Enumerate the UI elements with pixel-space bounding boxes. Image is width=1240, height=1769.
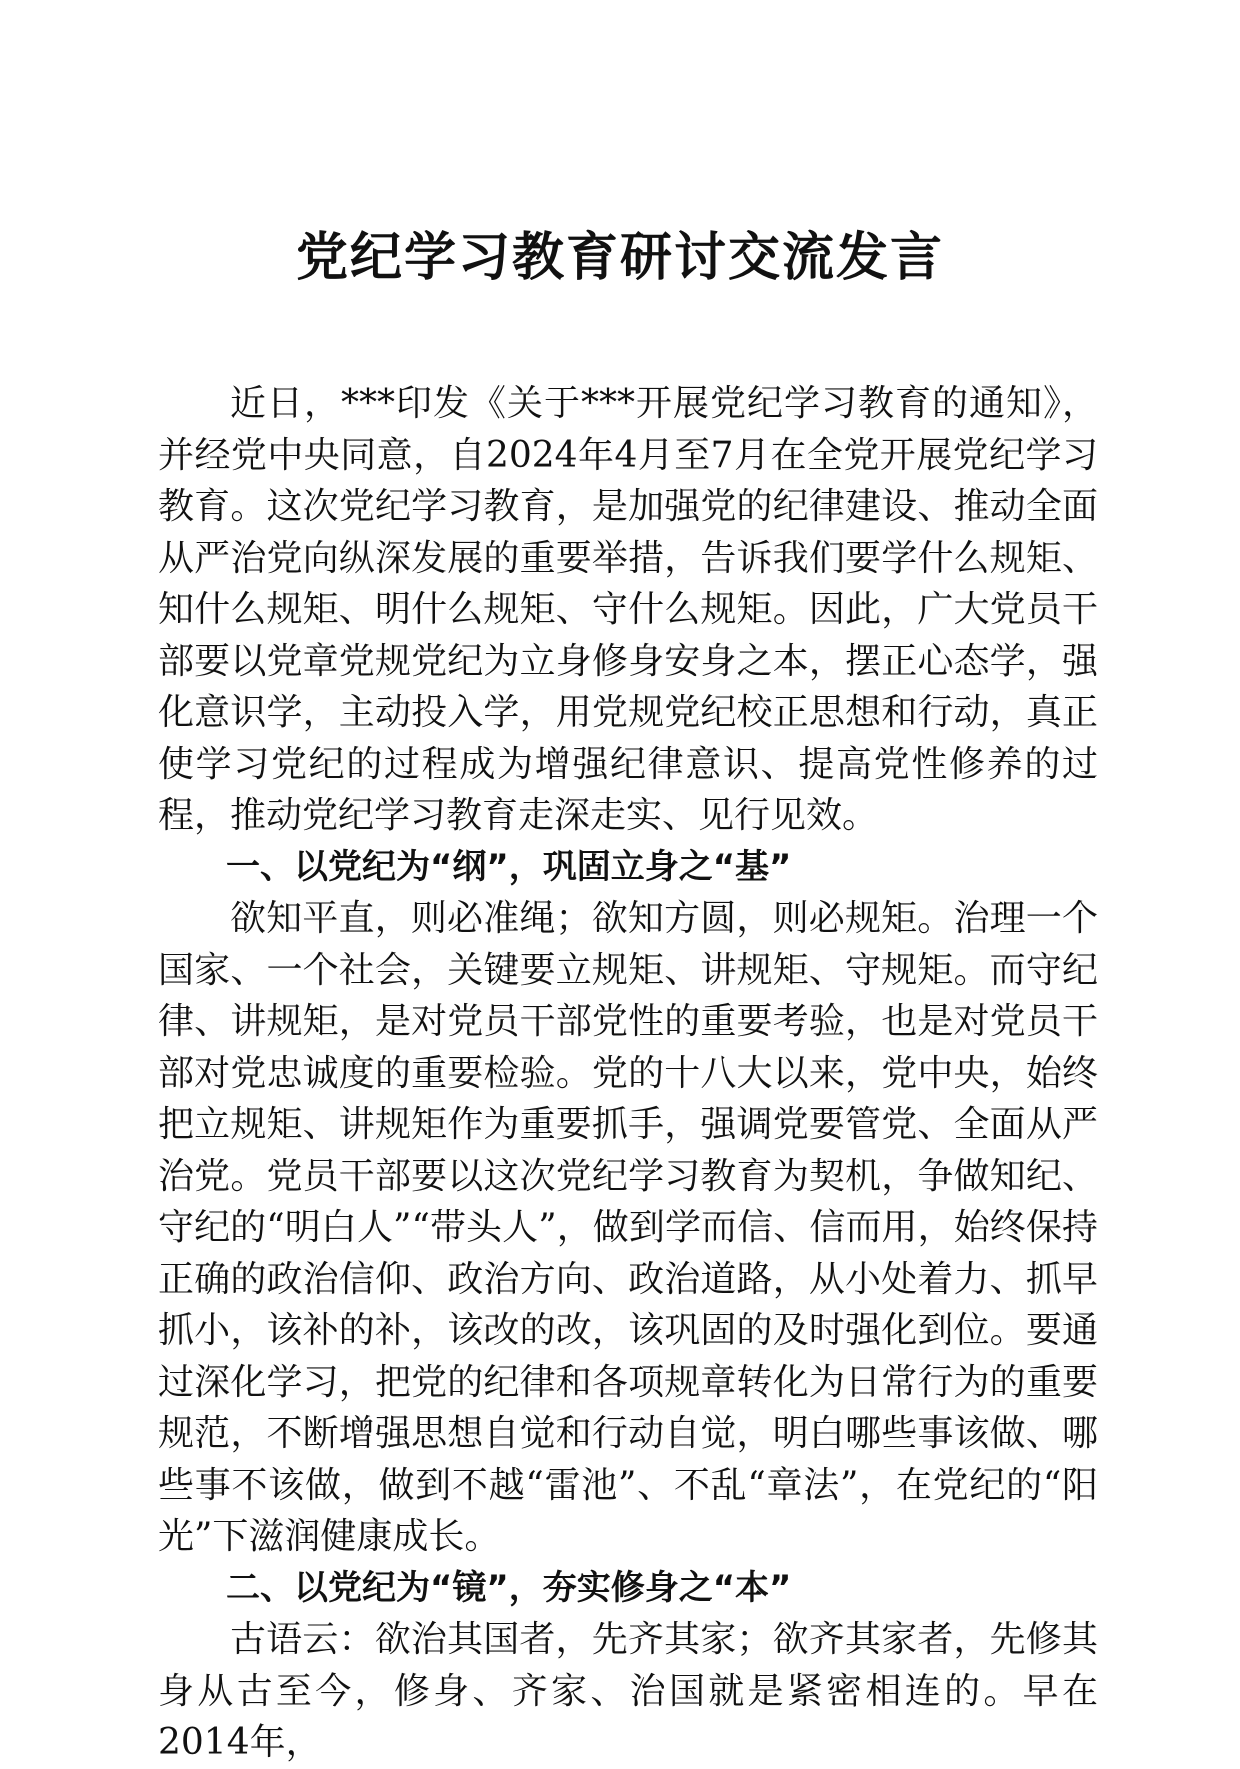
intro-paragraph: 近日，***印发《关于***开展党纪学习教育的通知》，并经党中央同意，自2024年4月至7月在全党开展党纪学习教育。这次党纪学习教育，是加强党的纪律建设、推动全面从严治党向纵深发展的重要举措，告诉我们要学什么规矩、知什么规矩、明什么规矩、守什么规矩。因此，广大党员干部要以党章党规党纪为立身修身安身之本，摆正心态学，强化意识学，主动投入学，用党规党纪校正思想和行动，真正使学习党纪的过程成为增强纪律意识、提高党性修养的过程，推动党纪学习教育走深走实、见行见效。 xyxy=(158,383,1098,836)
section-heading-1: 一、以党纪为“纲”，巩固立身之“基” xyxy=(226,846,792,887)
section-1-paragraph: 欲知平直，则必准绳；欲知方圆，则必规矩。治理一个国家、一个社会，关键要立规矩、讲规矩、守规矩。而守纪律、讲规矩，是对党员干部党性的重要考验，也是对党员干部对党忠诚度的重要检验。党的十八大以来，党中央，始终把立规矩、讲规矩作为重要抓手，强调党要管党、全面从严治党。党员干部要以这次党纪学习教育为契机，争做知纪、守纪的“明白人”“带头人”，做到学而信、信而用，始终保持正确的政治信仰、政治方向、政治道路，从小处着力、抓早抓小，该补的补，该改的改，该巩固的及时强化到位。要通过深化学习，把党的纪律和各项规章转化为日常行为的重要规范，不断增强思想自觉和行动自觉，明白哪些事该做、哪些事不该做，做到不越“雷池”、不乱“章法”，在党纪的“阳光”下滋润健康成长。 xyxy=(158,898,1098,1557)
document-body xyxy=(158,378,1098,1769)
section-heading-2: 二、以党纪为“镜”，夯实修身之“本” xyxy=(226,1567,792,1608)
document-title: 党纪学习教育研讨交流发言 xyxy=(295,227,944,288)
section-2-paragraph: 古语云：欲治其国者，先齐其家；欲齐其家者，先修其身从古至今，修身、齐家、治国就是紧密相连的。早在2014年， xyxy=(158,1619,1098,1763)
